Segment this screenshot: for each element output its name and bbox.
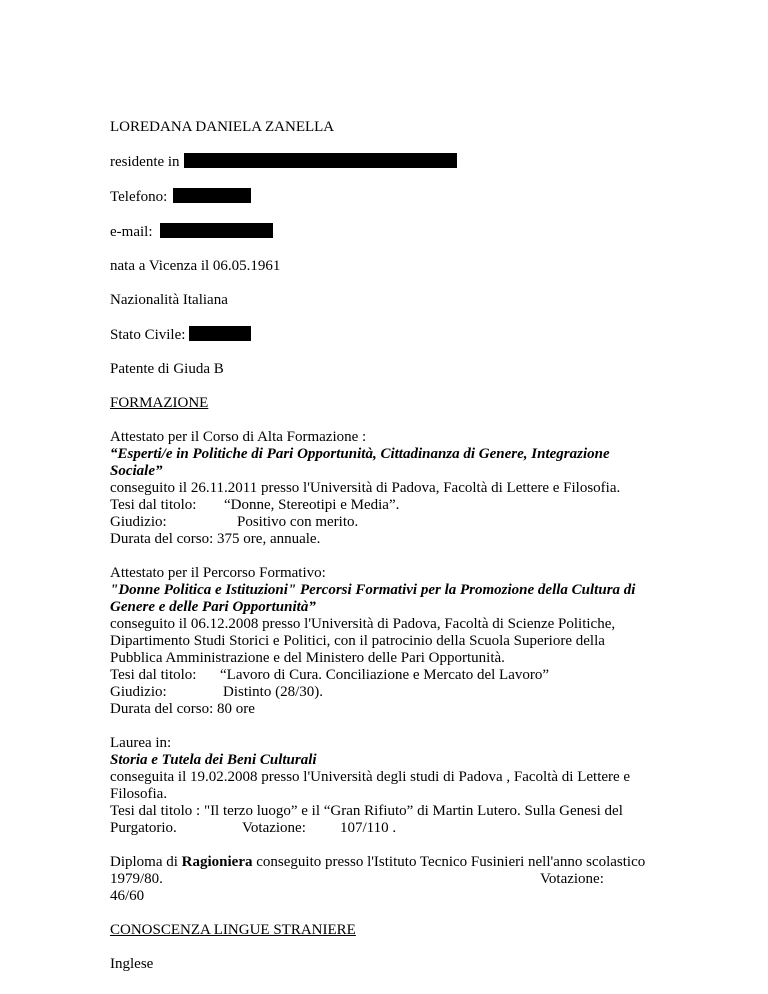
course2-detail-line3: Pubblica Amministrazione e del Ministero delle Pari Opportunità.: [110, 650, 505, 666]
redacted-address: [184, 153, 457, 168]
degree-score-label: Votazione:: [242, 820, 306, 836]
degree-detail-line2: Filosofia.: [110, 786, 168, 802]
diploma-line1: [110, 854, 710, 871]
course2-duration: Durata del corso: 80 ore: [110, 701, 255, 717]
course1-title-line1: “Esperti/e in Politiche di Pari Opportunità, Cittadinanza di Genere, Integrazione: [110, 446, 610, 462]
course1-grade-value: Positivo con merito.: [237, 514, 359, 530]
residence-line: [110, 153, 710, 171]
degree-thesis-line1: Tesi dal titolo : "Il terzo luogo” e il “Gran Rifiuto” di Martin Lutero. Sulla Genesi del: [110, 803, 623, 819]
course2-detail-line2: Dipartimento Studi Storici e Politici, con il patrocinio della Scuola Superiore della: [110, 633, 605, 649]
phone-label: Telefono:: [110, 189, 168, 205]
course2-title-line1: "Donne Politica e Istituzioni" Percorsi Formativi per la Promozione della Cultura di: [110, 582, 636, 598]
course2-intro: Attestato per il Percorso Formativo:: [110, 565, 326, 581]
degree-intro: Laurea in:: [110, 735, 172, 751]
diploma-score-label: Votazione:: [540, 871, 604, 887]
diploma-subject: Ragioniera: [181, 854, 253, 870]
languages-heading: CONOSCENZA LINGUE STRANIERE: [110, 922, 356, 938]
education-heading: FORMAZIONE: [110, 395, 209, 411]
course1-duration: Durata del corso: 375 ore, annuale.: [110, 531, 321, 547]
course2-grade-value: Distinto (28/30).: [223, 684, 323, 700]
course2-grade-label: Giudizio:: [110, 684, 167, 700]
degree-thesis-end: Purgatorio.: [110, 820, 177, 836]
driving-license: Patente di Giuda B: [110, 361, 224, 377]
language-item: Inglese: [110, 956, 154, 972]
email-label: e-mail:: [110, 224, 153, 240]
course2-detail-line1: conseguito il 06.12.2008 presso l'Università di Padova, Facoltà di Scienze Politiche,: [110, 616, 616, 632]
birth-info: nata a Vicenza il 06.05.1961: [110, 258, 281, 274]
cv-document: [110, 119, 710, 990]
course2-grade: [110, 684, 710, 701]
course1-thesis-label: Tesi dal titolo:: [110, 497, 197, 513]
course-advanced-training: [110, 429, 710, 548]
course1-title-line2: Sociale”: [110, 463, 163, 479]
diploma-line2: [110, 871, 710, 888]
diploma-year: 1979/80.: [110, 871, 163, 887]
course1-detail: conseguito il 26.11.2011 presso l'Università di Padova, Facoltà di Lettere e Filosofia.: [110, 480, 621, 496]
course1-intro: Attestato per il Corso di Alta Formazione :: [110, 429, 367, 445]
course1-thesis: [110, 497, 710, 514]
email-line: [110, 223, 710, 241]
redacted-civil-status: [189, 326, 251, 341]
diploma-score-value: 46/60: [110, 888, 145, 904]
degree: [110, 735, 710, 837]
civil-status-label: Stato Civile:: [110, 327, 186, 343]
course2-thesis-value: “Lavoro di Cura. Conciliazione e Mercato del Lavoro”: [220, 667, 550, 683]
diploma-prefix: Diploma di: [110, 854, 178, 870]
redacted-email: [160, 223, 273, 238]
course1-grade-label: Giudizio:: [110, 514, 167, 530]
degree-title: Storia e Tutela dei Beni Culturali: [110, 752, 317, 768]
degree-detail-line1: conseguita il 19.02.2008 presso l'Università degli studi di Padova , Facoltà di Lettere e: [110, 769, 631, 785]
course2-thesis: [110, 667, 710, 684]
course-women-politics: [110, 565, 710, 718]
redacted-phone: [173, 188, 251, 203]
civil-status-line: [110, 326, 710, 344]
degree-thesis-line2: [110, 820, 710, 837]
degree-score-value: 107/110 .: [340, 820, 397, 836]
diploma: [110, 854, 710, 905]
diploma-suffix: conseguito presso l'Istituto Tecnico Fusinieri nell'anno scolastico: [256, 854, 646, 870]
nationality: Nazionalità Italiana: [110, 292, 228, 308]
course1-grade: [110, 514, 710, 531]
full-name: LOREDANA DANIELA ZANELLA: [110, 119, 335, 135]
course2-title-line2: Genere e delle Pari Opportunità”: [110, 599, 316, 615]
residence-label: residente in: [110, 154, 180, 170]
course1-thesis-value: “Donne, Stereotipi e Media”.: [224, 497, 400, 513]
course2-thesis-label: Tesi dal titolo:: [110, 667, 197, 683]
phone-line: [110, 188, 710, 206]
